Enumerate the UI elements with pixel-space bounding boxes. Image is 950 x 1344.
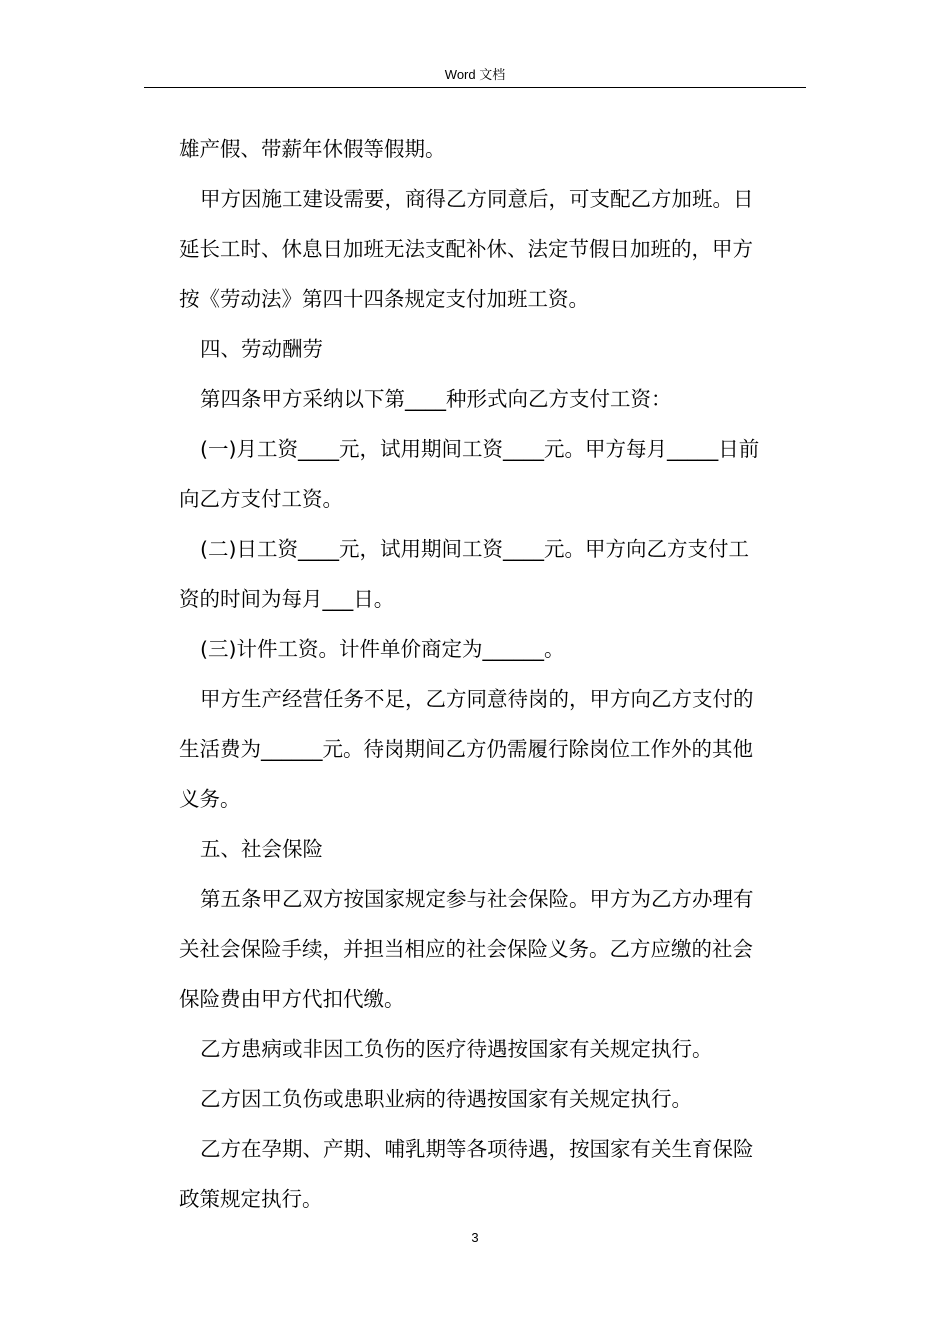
document-body: [179, 124, 807, 1224]
text-line: 向乙方支付工资。: [179, 487, 343, 511]
text-line: 乙方患病或非因工负伤的医疗待遇按国家有关规定执行。: [200, 1037, 713, 1061]
text-line: 延长工时、休息日加班无法支配补休、法定节假日加班的，甲方: [179, 237, 753, 261]
section-heading: 五、社会保险: [200, 837, 323, 861]
text-line: 乙方在孕期、产期、哺乳期等各项待遇，按国家有关生育保险: [200, 1137, 754, 1161]
text-line: 政策规定执行。: [179, 1187, 323, 1211]
text-line: (二)日工资____元，试用期间工资____元。甲方向乙方支付工: [200, 537, 749, 561]
page-number: 3: [471, 1230, 479, 1245]
text-line: 义务。: [179, 787, 241, 811]
header-divider: [144, 87, 806, 88]
text-line: (一)月工资____元，试用期间工资____元。甲方每月_____日前: [200, 437, 760, 461]
text-line: 雄产假、带薪年休假等假期。: [179, 137, 446, 161]
text-line: 第五条甲乙双方按国家规定参与社会保险。甲方为乙方办理有: [200, 887, 754, 911]
text-line: 乙方因工负伤或患职业病的待遇按国家有关规定执行。: [200, 1087, 692, 1111]
text-line: 按《劳动法》第四十四条规定支付加班工资。: [179, 287, 589, 311]
text-line: 生活费为______元。待岗期间乙方仍需履行除岗位工作外的其他: [179, 737, 753, 761]
section-heading: 四、劳动酬劳: [200, 337, 323, 361]
text-line: 甲方生产经营任务不足，乙方同意待岗的，甲方向乙方支付的: [200, 687, 754, 711]
text-line: (三)计件工资。计件单价商定为______。: [200, 637, 565, 661]
text-line: 第四条甲方采纳以下第____种形式向乙方支付工资：: [200, 387, 672, 411]
text-line: 甲方因施工建设需要，商得乙方同意后，可支配乙方加班。日: [200, 187, 754, 211]
text-line: 关社会保险手续，并担当相应的社会保险义务。乙方应缴的社会: [179, 937, 753, 961]
text-line: 资的时间为每月___日。: [179, 587, 395, 611]
document-header-title: Word 文档: [444, 67, 506, 82]
text-line: 保险费由甲方代扣代缴。: [179, 987, 405, 1011]
